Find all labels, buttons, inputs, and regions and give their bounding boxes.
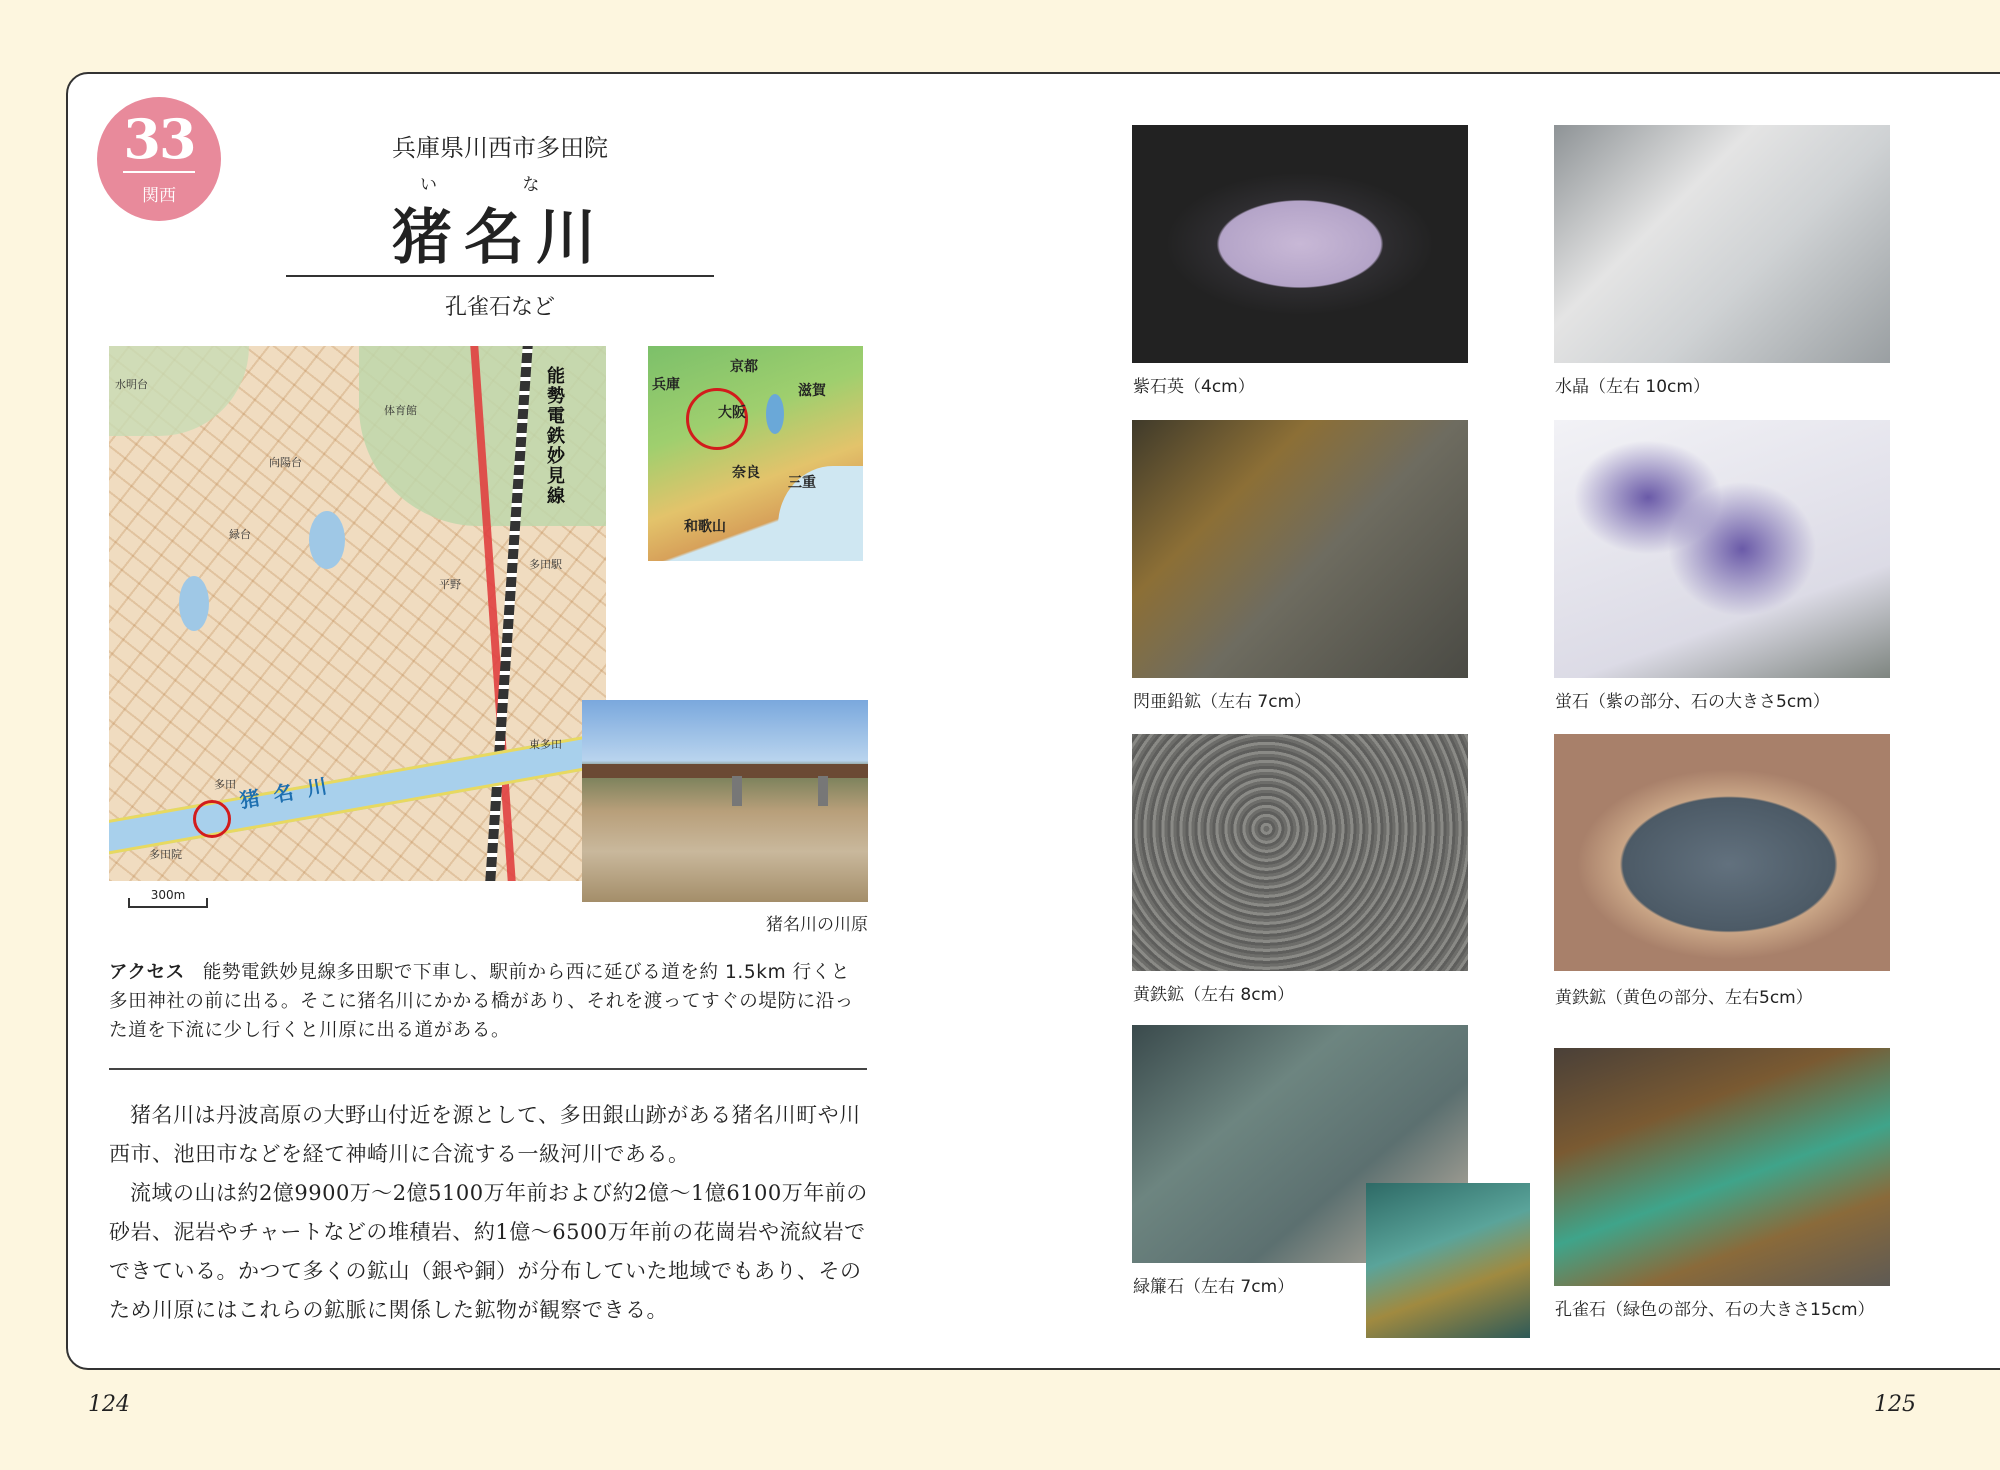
body-paragraph: 流域の山は約2億9900万〜2億5100万年前および約2億〜1億6100万年前の砂岩、泥岩やチャートなどの堆積岩、約1億〜6500万年前の花崗岩や流紋岩でできている。かつて多くの鉱山（銀や銅）が分布していた地域でもあり、そのため川原にはこれらの鉱脈に関係した鉱物が観察できる。	[109, 1181, 868, 1322]
title-divider	[286, 275, 714, 277]
mineral-photo-pyrite	[1132, 734, 1468, 971]
inset-pref-label: 滋賀	[798, 383, 826, 399]
bridge-pillar	[732, 776, 742, 806]
mineral-photo-fluorite	[1554, 420, 1890, 678]
map-label: 体育館	[384, 404, 417, 417]
inset-pref-label: 京都	[730, 359, 758, 375]
inset-pref-label: 三重	[788, 475, 816, 491]
mineral-photo-malachite	[1554, 1048, 1890, 1286]
page-number-right: 125	[1874, 1392, 1916, 1417]
mineral-caption: 黄鉄鉱（左右 8cm）	[1133, 985, 1295, 1005]
map-label: 水明台	[115, 378, 148, 391]
map-scale-label: 300m	[150, 888, 186, 902]
inset-pref-label: 兵庫	[652, 377, 680, 393]
map-label: 平野	[439, 578, 461, 591]
river-photo-caption: 猪名川の川原	[766, 915, 868, 935]
map-location-marker	[193, 800, 231, 838]
inset-pref-label: 大阪	[718, 405, 746, 421]
map-label: 多田院	[149, 848, 182, 861]
badge-divider	[123, 171, 195, 173]
mineral-caption: 緑簾石（左右 7cm）	[1133, 1277, 1295, 1297]
map-label: 多田駅	[529, 558, 562, 571]
inset-lake	[766, 394, 784, 434]
area-map	[109, 346, 606, 881]
map-scale-bar	[128, 898, 208, 908]
page-subtitle: 孔雀石など	[444, 295, 555, 320]
mineral-photo-sphalerite	[1132, 420, 1468, 678]
mineral-caption: 閃亜鉛鉱（左右 7cm）	[1133, 692, 1312, 712]
body-paragraph: 猪名川は丹波高原の大野山付近を源として、多田銀山跡がある猪名川町や川西市、池田市などを経て神崎川に合流する一級河川である。	[109, 1103, 861, 1166]
title-ruby: い な	[420, 175, 580, 195]
map-label: 向陽台	[269, 456, 302, 469]
page-number-left: 124	[88, 1392, 130, 1417]
map-river-label: 猪名川	[237, 771, 343, 813]
mineral-caption: 水晶（左右 10cm）	[1555, 377, 1710, 397]
river-photo	[582, 700, 868, 902]
spot-region: 関西	[142, 186, 176, 206]
map-label: 緑台	[229, 528, 251, 541]
bridge-pillar	[818, 776, 828, 806]
spot-number: 33	[123, 107, 195, 171]
access-text: 能勢電鉄妙見線多田駅で下車し、駅前から西に延びる道を約 1.5km 行くと多田神社の前に出る。そこに猪名川にかかる橋があり、それを渡ってすぐの堤防に沿った道を下流に少し行くと川原に出る道がある。	[109, 962, 854, 1041]
mineral-photo-epidote-closeup	[1366, 1183, 1530, 1338]
mineral-caption: 孔雀石（緑色の部分、石の大きさ15cm）	[1555, 1300, 1875, 1320]
section-divider	[109, 1068, 867, 1070]
map-rail-label: 能勢電鉄妙見線	[544, 366, 565, 506]
mineral-caption: 蛍石（紫の部分、石の大きさ5cm）	[1555, 692, 1830, 712]
access-label: アクセス	[109, 962, 185, 983]
inset-pref-label: 奈良	[732, 465, 760, 481]
map-pond	[309, 511, 345, 569]
inset-pref-label: 和歌山	[684, 519, 726, 535]
location-text: 兵庫県川西市多田院	[392, 134, 608, 162]
mineral-photo-quartz	[1554, 125, 1890, 363]
map-label: 東多田	[529, 738, 562, 751]
page-title: 猪名川	[392, 203, 608, 273]
mineral-caption: 黄鉄鉱（黄色の部分、左右5cm）	[1555, 988, 1813, 1008]
body-text	[109, 1096, 869, 1330]
mineral-photo-amethyst	[1132, 125, 1468, 363]
map-pond	[179, 576, 209, 631]
region-inset-map	[648, 346, 863, 561]
spot-number-badge	[97, 97, 221, 221]
mineral-caption: 紫石英（4cm）	[1133, 377, 1255, 397]
map-label: 多田	[214, 778, 236, 791]
access-info	[109, 958, 867, 1045]
mineral-photo-pyrite-yellow	[1554, 734, 1890, 971]
